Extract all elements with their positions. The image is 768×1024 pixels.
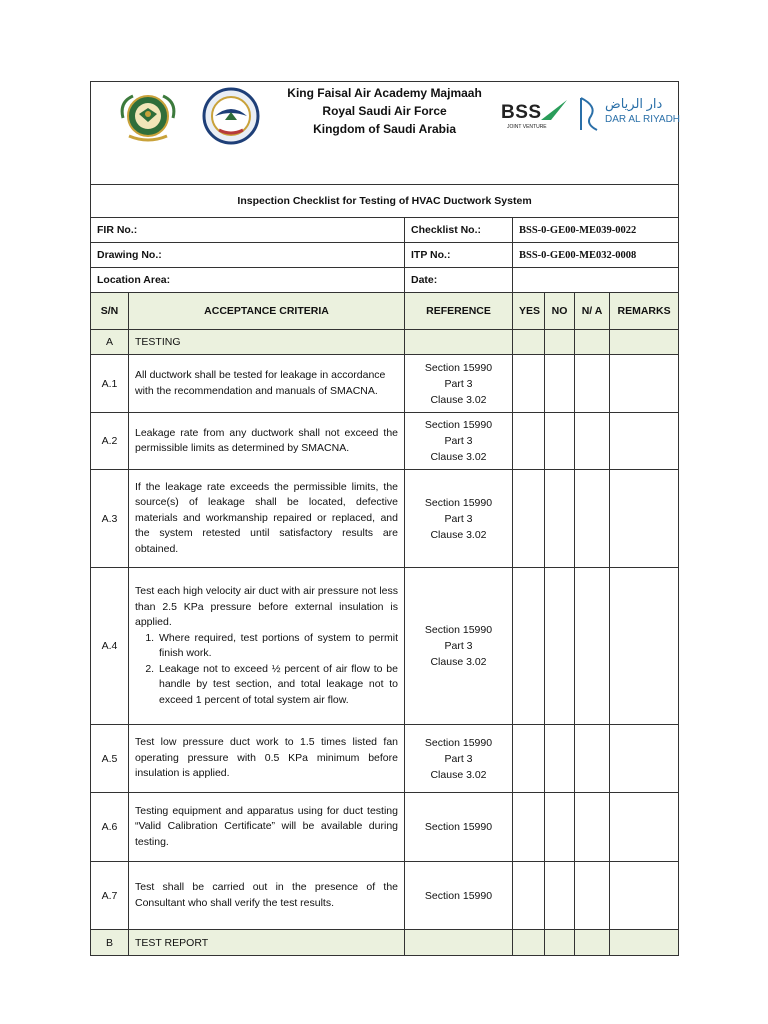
section-b-title: TEST REPORT (129, 930, 405, 956)
remarks-cell[interactable] (610, 413, 679, 470)
remarks-cell[interactable] (610, 862, 679, 930)
row-criteria (129, 470, 405, 568)
criteria-text: All ductwork shall be tested for leakage in accordance with the recommendation and manuals of SMACNA. (135, 369, 386, 397)
row-reference (405, 793, 513, 862)
criteria-sublist (135, 631, 398, 709)
na-cell[interactable] (575, 862, 610, 930)
ref-section: Section 15990 (424, 889, 493, 902)
row-criteria (129, 355, 405, 413)
criteria-text: Test shall be carried out in the presence of the Consultant who shall verify the test results. (135, 881, 398, 909)
no-cell[interactable] (545, 413, 575, 470)
info-row-drawing (91, 243, 679, 268)
table-row (91, 355, 679, 413)
ref-clause: Clause 3.02 (430, 528, 487, 541)
row-reference (405, 355, 513, 413)
yes-cell[interactable] (513, 355, 545, 413)
ref-clause: Clause 3.02 (430, 768, 487, 781)
remarks-cell[interactable] (610, 568, 679, 725)
row-reference (405, 568, 513, 725)
date-label: Date: (405, 268, 513, 293)
dar-logo-mark-icon (577, 96, 601, 132)
yes-cell[interactable] (513, 725, 545, 793)
row-sn: A.5 (91, 725, 129, 793)
ref-clause: Clause 3.02 (430, 451, 487, 463)
dar-logo-arabic: دار الرياض (605, 96, 663, 111)
ref-part: Part 3 (444, 512, 473, 525)
remarks-cell[interactable] (610, 470, 679, 568)
section-b-sn: B (91, 930, 129, 956)
col-sn: S/N (91, 293, 129, 330)
itp-label: ITP No.: (405, 243, 513, 268)
ref-section: Section 15990 (424, 624, 493, 636)
ref-part: Part 3 (444, 377, 473, 390)
row-sn: A.1 (91, 355, 129, 413)
header-row (91, 82, 679, 185)
fir-label: FIR No.: (91, 218, 405, 243)
column-header-row (91, 293, 679, 330)
row-reference (405, 725, 513, 793)
no-cell[interactable] (545, 470, 575, 568)
row-criteria (129, 725, 405, 793)
date-value (513, 268, 679, 293)
yes-cell[interactable] (513, 793, 545, 862)
yes-cell[interactable] (513, 568, 545, 725)
list-item: 1. Where required, test portions of system to permit finish work. (157, 631, 398, 662)
no-cell[interactable] (545, 355, 575, 413)
no-cell[interactable] (545, 725, 575, 793)
row-criteria (129, 568, 405, 725)
dar-al-riyadh-logo (577, 96, 681, 132)
ref-section: Section 15990 (424, 496, 493, 509)
ref-section: Section 15990 (424, 419, 493, 431)
row-criteria (129, 413, 405, 470)
bss-logo-subtitle: JOINT VENTURE (507, 124, 547, 130)
table-row (91, 725, 679, 793)
col-yes: YES (513, 293, 545, 330)
no-cell[interactable] (545, 862, 575, 930)
na-cell[interactable] (575, 568, 610, 725)
criteria-text: If the leakage rate exceeds the permissible limits, the source(s) of leakage shall be located, defective materials and workmanship repaired or replaced, and the system retested until satisfactory results are obtained. (135, 480, 398, 555)
list-item: 2. Leakage not to exceed ½ percent of air flow to be handle by test section, and total leakage not to exceed 1 percent of total system air flow. (157, 662, 398, 709)
row-criteria (129, 862, 405, 930)
table-row (91, 862, 679, 930)
remarks-cell[interactable] (610, 355, 679, 413)
criteria-text: Test low pressure duct work to 1.5 times listed fan operating pressure with 0.5 KPa minimum before insulation is applied. (135, 736, 398, 780)
ref-section: Section 15990 (424, 736, 493, 749)
info-row-location (91, 268, 679, 293)
info-row-fir (91, 218, 679, 243)
criteria-text: Test each high velocity air duct with air pressure not less than 2.5 KPa pressure before external insulation is applied. (135, 585, 398, 628)
table-row (91, 568, 679, 725)
row-sn: A.2 (91, 413, 129, 470)
org-line-1: King Faisal Air Academy Majmaah (287, 86, 482, 100)
section-b-row (91, 930, 679, 956)
ref-clause: Clause 3.02 (430, 393, 487, 406)
checklist-label: Checklist No.: (405, 218, 513, 243)
dar-logo-text: DAR AL RIYADH (605, 114, 681, 125)
col-remarks: REMARKS (610, 293, 679, 330)
no-cell[interactable] (545, 568, 575, 725)
ref-section: Section 15990 (424, 821, 493, 833)
row-reference (405, 413, 513, 470)
ref-clause: Clause 3.02 (430, 656, 487, 668)
table-row (91, 470, 679, 568)
ref-part: Part 3 (444, 435, 473, 447)
org-line-2: Royal Saudi Air Force (322, 104, 447, 118)
no-cell[interactable] (545, 793, 575, 862)
row-reference (405, 862, 513, 930)
table-row (91, 793, 679, 862)
checklist-number: BSS-0-GE00-ME039-0022 (513, 218, 679, 243)
org-line-3: Kingdom of Saudi Arabia (313, 122, 456, 136)
na-cell[interactable] (575, 413, 610, 470)
itp-number: BSS-0-GE00-ME032-0008 (513, 243, 679, 268)
section-a-title: TESTING (129, 330, 405, 355)
remarks-cell[interactable] (610, 725, 679, 793)
ref-part: Part 3 (444, 752, 473, 765)
yes-cell[interactable] (513, 413, 545, 470)
bss-logo-text: BSS (501, 102, 542, 123)
na-cell[interactable] (575, 793, 610, 862)
bss-logo (501, 100, 569, 130)
row-criteria (129, 793, 405, 862)
col-reference: REFERENCE (405, 293, 513, 330)
col-no: NO (545, 293, 575, 330)
na-cell[interactable] (575, 470, 610, 568)
yes-cell[interactable] (513, 862, 545, 930)
col-criteria: ACCEPTANCE CRITERIA (129, 293, 405, 330)
col-na: N/ A (575, 293, 610, 330)
remarks-cell[interactable] (610, 793, 679, 862)
row-sn: A.7 (91, 862, 129, 930)
na-cell[interactable] (575, 355, 610, 413)
table-row (91, 413, 679, 470)
ref-section: Section 15990 (424, 361, 493, 374)
bss-swoosh-icon (541, 100, 567, 122)
yes-cell[interactable] (513, 470, 545, 568)
checklist-document (90, 81, 681, 949)
section-a-sn: A (91, 330, 129, 355)
ref-part: Part 3 (444, 640, 473, 652)
row-sn: A.3 (91, 470, 129, 568)
section-a-row (91, 330, 679, 355)
row-sn: A.6 (91, 793, 129, 862)
criteria-text: Leakage rate from any ductwork shall not exceed the permissible limits as determined by SMACNA. (135, 426, 398, 454)
drawing-label: Drawing No.: (91, 243, 405, 268)
title-row (91, 185, 679, 218)
row-sn: A.4 (91, 568, 129, 725)
row-reference (405, 470, 513, 568)
checklist-table (90, 81, 679, 956)
na-cell[interactable] (575, 725, 610, 793)
criteria-text: Testing equipment and apparatus using for duct testing “Valid Calibration Certificate” will be available during testing. (135, 804, 398, 848)
location-label: Location Area: (91, 268, 405, 293)
document-title: Inspection Checklist for Testing of HVAC Ductwork System (91, 185, 679, 218)
